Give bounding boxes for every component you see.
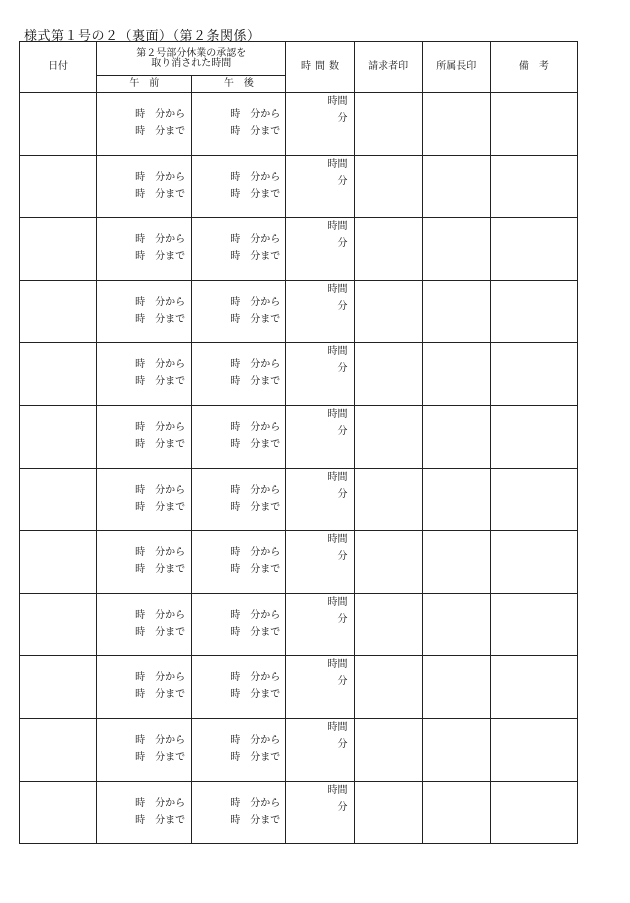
dept-head-seal-cell[interactable]	[422, 93, 490, 156]
am-time-cell[interactable]	[97, 781, 192, 844]
hour-unit-label: 時	[230, 484, 241, 496]
cancelled-time-header-line1: 第２号部分休業の承認を	[136, 47, 247, 59]
am-time-cell[interactable]	[97, 93, 192, 156]
requester-seal-cell[interactable]	[354, 656, 422, 719]
am-until-time	[135, 377, 185, 387]
pm-time-cell[interactable]	[192, 155, 286, 218]
from-minute-label: 分から	[250, 547, 281, 559]
pm-time-cell[interactable]	[192, 656, 286, 719]
pm-time-cell[interactable]	[192, 343, 286, 406]
until-minute-label: 分まで	[155, 376, 186, 388]
until-minute-label: 分まで	[155, 564, 186, 576]
hours-unit-label: 時間	[327, 96, 348, 107]
hour-unit-label: 時	[135, 296, 146, 308]
hour-unit-label: 時	[135, 547, 146, 559]
from-minute-label: 分から	[250, 234, 281, 246]
table-row	[20, 218, 578, 281]
until-minute-label: 分まで	[155, 313, 186, 325]
date-cell[interactable]	[20, 593, 97, 656]
until-minute-label: 分まで	[250, 376, 281, 388]
pm-from-time	[230, 486, 280, 496]
minutes-unit-label: 分	[337, 738, 348, 750]
hour-unit-label: 時	[135, 313, 146, 325]
minutes-unit-label: 分	[337, 238, 348, 250]
until-minute-label: 分まで	[155, 188, 186, 200]
dept-head-seal-cell[interactable]	[422, 781, 490, 844]
until-minute-label: 分まで	[155, 626, 186, 638]
pm-header: 午後	[192, 76, 286, 93]
am-until-time	[135, 503, 185, 513]
dept-head-seal-header: 所属長印	[422, 42, 490, 93]
date-cell[interactable]	[20, 343, 97, 406]
until-minute-label: 分まで	[250, 126, 281, 137]
hours-unit-label: 時間	[327, 283, 348, 295]
notes-cell[interactable]	[490, 656, 577, 719]
am-time-cell[interactable]	[97, 155, 192, 218]
until-minute-label: 分まで	[250, 751, 281, 763]
minutes-unit-label: 分	[337, 113, 348, 124]
hours-unit-label: 時間	[327, 158, 348, 170]
dept-head-seal-cell[interactable]	[422, 718, 490, 781]
notes-cell[interactable]	[490, 343, 577, 406]
pm-from-time	[230, 298, 280, 308]
from-minute-label: 分から	[250, 734, 281, 746]
hour-unit-label: 時	[135, 109, 146, 120]
requester-seal-cell[interactable]	[354, 405, 422, 468]
hours-unit-label: 時間	[327, 534, 348, 546]
hour-unit-label: 時	[230, 251, 241, 263]
dept-head-seal-cell[interactable]	[422, 405, 490, 468]
minutes-unit-label: 分	[337, 300, 348, 312]
hour-unit-label: 時	[230, 313, 241, 325]
date-cell[interactable]	[20, 468, 97, 531]
pm-until-time	[230, 565, 280, 575]
hour-unit-label: 時	[135, 188, 146, 200]
hour-unit-label: 時	[135, 814, 146, 826]
until-minute-label: 分まで	[250, 564, 281, 576]
minutes-unit-label: 分	[337, 613, 348, 625]
date-cell[interactable]	[20, 656, 97, 719]
hours-cell[interactable]	[286, 218, 354, 281]
notes-cell[interactable]	[490, 155, 577, 218]
hours-unit-label: 時間	[327, 346, 348, 358]
pm-until-time	[230, 315, 280, 325]
date-cell[interactable]	[20, 718, 97, 781]
from-minute-label: 分から	[155, 609, 186, 621]
minutes-unit-label: 分	[337, 175, 348, 187]
hour-unit-label: 時	[135, 234, 146, 246]
hour-unit-label: 時	[230, 751, 241, 763]
hour-unit-label: 時	[230, 734, 241, 746]
pm-time-cell[interactable]	[192, 718, 286, 781]
hours-unit-label: 時間	[327, 408, 348, 420]
am-time-cell[interactable]	[97, 718, 192, 781]
pm-time-cell[interactable]	[192, 781, 286, 844]
pm-from-time	[230, 611, 280, 621]
hour-unit-label: 時	[135, 797, 146, 809]
hour-unit-label: 時	[135, 251, 146, 263]
hour-unit-label: 時	[135, 359, 146, 371]
hour-unit-label: 時	[230, 689, 241, 701]
am-time-cell[interactable]	[97, 218, 192, 281]
dept-head-seal-cell[interactable]	[422, 656, 490, 719]
am-time-cell[interactable]	[97, 405, 192, 468]
from-minute-label: 分から	[155, 359, 186, 371]
table-row	[20, 155, 578, 218]
pm-time-cell[interactable]	[192, 531, 286, 594]
notes-cell[interactable]	[490, 593, 577, 656]
dept-head-seal-cell[interactable]	[422, 218, 490, 281]
hour-unit-label: 時	[230, 359, 241, 371]
date-cell[interactable]	[20, 93, 97, 156]
hour-unit-label: 時	[135, 171, 146, 183]
notes-cell[interactable]	[490, 218, 577, 281]
minutes-unit-label: 分	[337, 425, 348, 437]
from-minute-label: 分から	[250, 484, 281, 496]
hour-unit-label: 時	[135, 126, 146, 137]
date-header: 日付	[20, 42, 97, 93]
pm-from-time	[230, 235, 280, 245]
hour-unit-label: 時	[135, 626, 146, 638]
form-title: 様式第１号の２（裏面）（第２条関係）	[24, 29, 261, 44]
am-until-time	[135, 252, 185, 262]
date-cell[interactable]	[20, 781, 97, 844]
notes-cell[interactable]	[490, 718, 577, 781]
from-minute-label: 分から	[250, 672, 281, 684]
notes-cell[interactable]	[490, 93, 577, 156]
until-minute-label: 分まで	[250, 501, 281, 513]
hour-unit-label: 時	[230, 126, 241, 137]
pm-from-time	[230, 673, 280, 683]
from-minute-label: 分から	[155, 171, 186, 183]
hour-unit-label: 時	[230, 547, 241, 559]
am-time-cell[interactable]	[97, 593, 192, 656]
pm-until-time	[230, 440, 280, 450]
hour-unit-label: 時	[135, 564, 146, 576]
until-minute-label: 分まで	[155, 814, 186, 826]
hours-header: 時間数	[286, 42, 354, 93]
hour-unit-label: 時	[230, 626, 241, 638]
table-row	[20, 280, 578, 343]
pm-from-time	[230, 423, 280, 433]
hour-unit-label: 時	[230, 672, 241, 684]
requester-seal-cell[interactable]	[354, 468, 422, 531]
requester-seal-cell[interactable]	[354, 531, 422, 594]
notes-cell[interactable]	[490, 405, 577, 468]
am-until-time	[135, 565, 185, 575]
from-minute-label: 分から	[155, 421, 186, 433]
am-until-time	[135, 127, 185, 137]
date-cell[interactable]	[20, 218, 97, 281]
table-row	[20, 405, 578, 468]
until-minute-label: 分まで	[250, 626, 281, 638]
am-from-time	[135, 736, 185, 746]
minutes-unit-label: 分	[337, 488, 348, 500]
from-minute-label: 分から	[250, 171, 281, 183]
am-from-time	[135, 799, 185, 809]
hours-cell[interactable]	[286, 531, 354, 594]
from-minute-label: 分から	[155, 672, 186, 684]
notes-cell[interactable]	[490, 781, 577, 844]
from-minute-label: 分から	[155, 484, 186, 496]
notes-cell[interactable]	[490, 468, 577, 531]
am-from-time	[135, 486, 185, 496]
hour-unit-label: 時	[230, 438, 241, 450]
am-until-time	[135, 690, 185, 700]
minutes-unit-label: 分	[337, 363, 348, 375]
hour-unit-label: 時	[230, 609, 241, 621]
pm-until-time	[230, 252, 280, 262]
date-cell[interactable]	[20, 531, 97, 594]
notes-cell[interactable]	[490, 280, 577, 343]
until-minute-label: 分まで	[250, 689, 281, 701]
table-row	[20, 781, 578, 844]
hour-unit-label: 時	[230, 501, 241, 513]
table-row	[20, 93, 578, 156]
pm-time-cell[interactable]	[192, 280, 286, 343]
am-until-time	[135, 190, 185, 200]
requester-seal-cell[interactable]	[354, 155, 422, 218]
hours-unit-label: 時間	[327, 659, 348, 671]
hours-cell[interactable]	[286, 155, 354, 218]
from-minute-label: 分から	[155, 234, 186, 246]
hours-unit-label: 時間	[327, 221, 348, 233]
dept-head-seal-cell[interactable]	[422, 531, 490, 594]
until-minute-label: 分まで	[155, 689, 186, 701]
hour-unit-label: 時	[135, 672, 146, 684]
pm-time-cell[interactable]	[192, 468, 286, 531]
notes-header: 備考	[490, 42, 577, 93]
am-time-cell[interactable]	[97, 468, 192, 531]
requester-seal-cell[interactable]	[354, 343, 422, 406]
hour-unit-label: 時	[135, 734, 146, 746]
from-minute-label: 分から	[250, 109, 281, 120]
partial-leave-cancellation-table	[19, 41, 578, 844]
hours-cell[interactable]	[286, 93, 354, 156]
table-row	[20, 718, 578, 781]
hours-cell[interactable]	[286, 343, 354, 406]
pm-from-time	[230, 736, 280, 746]
am-header: 午前	[97, 76, 192, 93]
requester-seal-cell[interactable]	[354, 280, 422, 343]
am-until-time	[135, 440, 185, 450]
requester-seal-header: 請求者印	[354, 42, 422, 93]
hours-cell[interactable]	[286, 405, 354, 468]
am-from-time	[135, 235, 185, 245]
am-from-time	[135, 673, 185, 683]
am-from-time	[135, 548, 185, 558]
pm-from-time	[230, 110, 280, 120]
am-from-time	[135, 173, 185, 183]
pm-until-time	[230, 503, 280, 513]
date-cell[interactable]	[20, 405, 97, 468]
minutes-unit-label: 分	[337, 551, 348, 563]
hour-unit-label: 時	[230, 564, 241, 576]
am-time-cell[interactable]	[97, 343, 192, 406]
hour-unit-label: 時	[135, 689, 146, 701]
am-from-time	[135, 611, 185, 621]
pm-time-cell[interactable]	[192, 93, 286, 156]
requester-seal-cell[interactable]	[354, 93, 422, 156]
am-until-time	[135, 753, 185, 763]
pm-time-cell[interactable]	[192, 405, 286, 468]
date-cell[interactable]	[20, 155, 97, 218]
table-row	[20, 343, 578, 406]
from-minute-label: 分から	[155, 797, 186, 809]
hour-unit-label: 時	[230, 797, 241, 809]
from-minute-label: 分から	[155, 734, 186, 746]
hour-unit-label: 時	[230, 421, 241, 433]
until-minute-label: 分まで	[250, 251, 281, 263]
am-until-time	[135, 315, 185, 325]
dept-head-seal-cell[interactable]	[422, 593, 490, 656]
table-row	[20, 531, 578, 594]
hours-cell[interactable]	[286, 280, 354, 343]
cancelled-time-header	[97, 42, 286, 76]
hour-unit-label: 時	[230, 171, 241, 183]
hours-cell[interactable]	[286, 468, 354, 531]
pm-until-time	[230, 127, 280, 137]
from-minute-label: 分から	[250, 359, 281, 371]
hour-unit-label: 時	[135, 438, 146, 450]
until-minute-label: 分まで	[155, 126, 186, 137]
until-minute-label: 分まで	[250, 313, 281, 325]
until-minute-label: 分まで	[250, 438, 281, 450]
am-from-time	[135, 298, 185, 308]
table-row	[20, 656, 578, 719]
until-minute-label: 分まで	[250, 188, 281, 200]
minutes-unit-label: 分	[337, 676, 348, 688]
hours-cell[interactable]	[286, 656, 354, 719]
hour-unit-label: 時	[230, 296, 241, 308]
until-minute-label: 分まで	[155, 251, 186, 263]
pm-time-cell[interactable]	[192, 218, 286, 281]
requester-seal-cell[interactable]	[354, 593, 422, 656]
hour-unit-label: 時	[135, 376, 146, 388]
hour-unit-label: 時	[230, 109, 241, 120]
am-until-time	[135, 816, 185, 826]
hours-cell[interactable]	[286, 781, 354, 844]
hour-unit-label: 時	[135, 751, 146, 763]
am-from-time	[135, 423, 185, 433]
hours-cell[interactable]	[286, 718, 354, 781]
hours-unit-label: 時間	[327, 784, 348, 796]
dept-head-seal-cell[interactable]	[422, 280, 490, 343]
am-time-cell[interactable]	[97, 656, 192, 719]
pm-from-time	[230, 360, 280, 370]
minutes-unit-label: 分	[337, 801, 348, 813]
from-minute-label: 分から	[250, 609, 281, 621]
pm-from-time	[230, 799, 280, 809]
from-minute-label: 分から	[250, 421, 281, 433]
am-until-time	[135, 628, 185, 638]
from-minute-label: 分から	[155, 109, 186, 120]
until-minute-label: 分まで	[155, 438, 186, 450]
until-minute-label: 分まで	[155, 751, 186, 763]
pm-time-cell[interactable]	[192, 593, 286, 656]
hours-unit-label: 時間	[327, 471, 348, 483]
requester-seal-cell[interactable]	[354, 218, 422, 281]
pm-until-time	[230, 190, 280, 200]
until-minute-label: 分まで	[155, 501, 186, 513]
from-minute-label: 分から	[155, 296, 186, 308]
hour-unit-label: 時	[135, 484, 146, 496]
table-row	[20, 468, 578, 531]
until-minute-label: 分まで	[250, 814, 281, 826]
from-minute-label: 分から	[155, 547, 186, 559]
pm-until-time	[230, 816, 280, 826]
table-row	[20, 593, 578, 656]
hour-unit-label: 時	[135, 501, 146, 513]
from-minute-label: 分から	[250, 296, 281, 308]
hour-unit-label: 時	[230, 376, 241, 388]
am-from-time	[135, 110, 185, 120]
pm-until-time	[230, 753, 280, 763]
dept-head-seal-cell[interactable]	[422, 343, 490, 406]
pm-from-time	[230, 548, 280, 558]
am-from-time	[135, 360, 185, 370]
requester-seal-cell[interactable]	[354, 718, 422, 781]
pm-from-time	[230, 173, 280, 183]
hour-unit-label: 時	[230, 188, 241, 200]
hour-unit-label: 時	[135, 421, 146, 433]
hour-unit-label: 時	[230, 234, 241, 246]
am-time-cell[interactable]	[97, 531, 192, 594]
notes-cell[interactable]	[490, 531, 577, 594]
hours-unit-label: 時間	[327, 721, 348, 733]
cancelled-time-header-line2: 取り消された時間	[151, 57, 232, 69]
pm-until-time	[230, 628, 280, 638]
am-time-cell[interactable]	[97, 280, 192, 343]
pm-until-time	[230, 690, 280, 700]
dept-head-seal-cell[interactable]	[422, 468, 490, 531]
hour-unit-label: 時	[135, 609, 146, 621]
from-minute-label: 分から	[250, 797, 281, 809]
hour-unit-label: 時	[230, 814, 241, 826]
hours-unit-label: 時間	[327, 596, 348, 608]
dept-head-seal-cell[interactable]	[422, 155, 490, 218]
requester-seal-cell[interactable]	[354, 781, 422, 844]
hours-cell[interactable]	[286, 593, 354, 656]
date-cell[interactable]	[20, 280, 97, 343]
pm-until-time	[230, 377, 280, 387]
